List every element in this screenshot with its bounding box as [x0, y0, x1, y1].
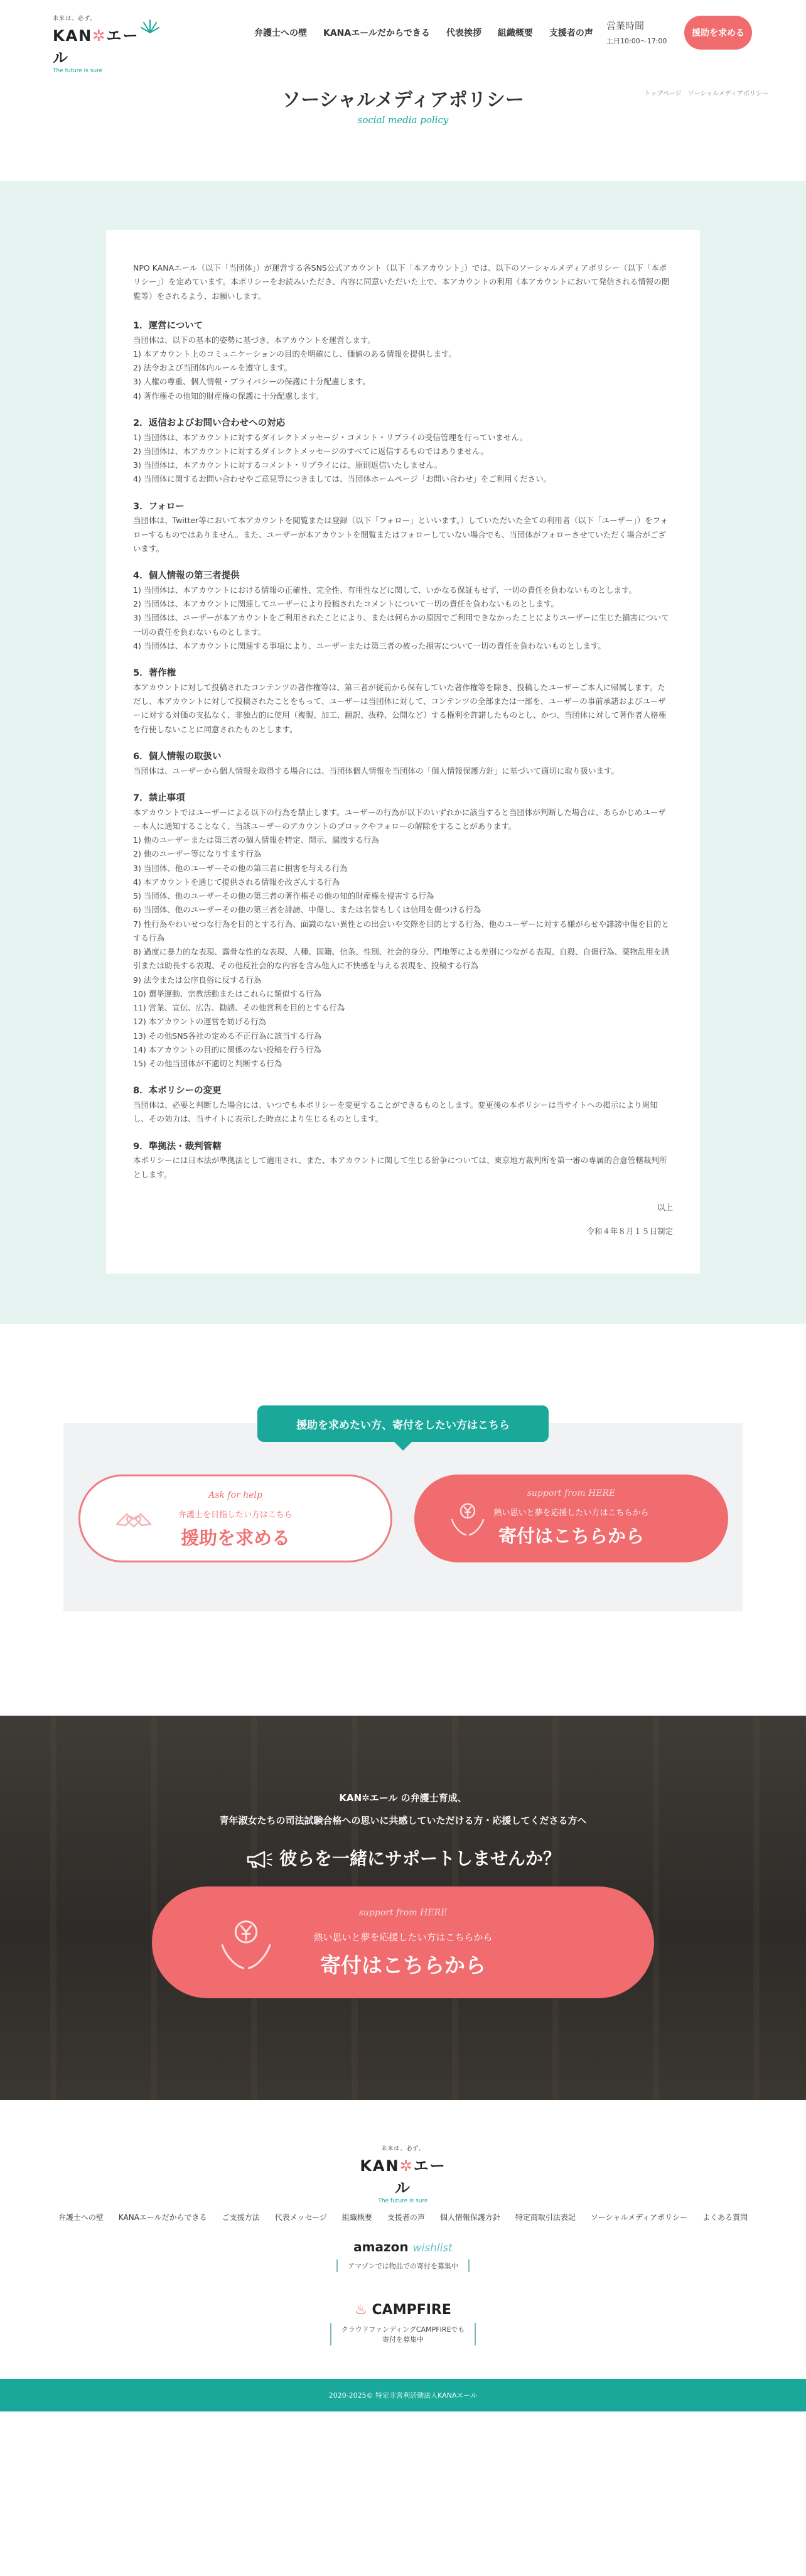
banner-line1-rest: の弁護士育成、 — [397, 1792, 467, 1804]
policy-sections — [133, 320, 673, 1182]
campfire-caption — [330, 2323, 476, 2346]
policy-line: 1) 当団体は、本アカウントに対するダイレクトメッセージ・コメント・リプライの受信管理を行っていません。 — [133, 432, 528, 442]
footer-nav-wall[interactable]: 弁護士への壁 — [58, 2213, 104, 2222]
policy-section-8 — [133, 1085, 673, 1126]
policy-heading: 8．本ポリシーの変更 — [133, 1086, 222, 1096]
site-footer — [0, 2100, 806, 2379]
main-nav — [254, 26, 593, 39]
policy-line: 6) 当団体、他のユーザーその他の第三者を誹謗、中傷し、または名誉もしくは信用を傷つける行為 — [133, 905, 481, 915]
support-section — [0, 1324, 806, 1716]
donate-card-en: support from HERE — [527, 1488, 616, 1499]
copyright-bar: 2020-2025© 特定非営利活動法人KANAエール — [0, 2379, 806, 2411]
hours-time: 土日10:00〜17:00 — [606, 37, 667, 45]
logo-text-a: KAN — [53, 27, 93, 45]
policy-line: 1) 他のユーザーまたは第三者の個人情報を特定、開示、漏洩する行為 — [133, 835, 379, 845]
nav-kana-can-do[interactable]: KANAエールだからできる — [323, 28, 430, 38]
policy-section-2 — [133, 417, 673, 487]
policy-card — [106, 230, 700, 1274]
policy-heading: 7．禁止事項 — [133, 793, 185, 803]
enacted-date: 令和４年８月１５日制定 — [586, 1226, 673, 1236]
footer-nav-faq[interactable]: よくある質問 — [702, 2213, 748, 2222]
policy-heading: 2．返信およびお問い合わせへの対応 — [133, 418, 286, 428]
footer-nav — [0, 2212, 806, 2222]
campfire-link[interactable] — [0, 2302, 806, 2346]
business-hours — [606, 19, 667, 46]
policy-closing — [133, 1201, 673, 1239]
sunrise-icon — [141, 16, 159, 35]
breadcrumb-home[interactable]: トップページ — [644, 90, 682, 97]
donate-card-big: 寄付はこちらから — [498, 1525, 644, 1547]
banner-card-small: 熱い思いと夢を応援したい方はこちらから — [313, 1932, 493, 1944]
policy-section-7 — [133, 792, 673, 1071]
policy-line: 5) 当団体、他のユーザーその他の第三者の著作権その他の知的財産権を侵害する行為 — [133, 891, 434, 901]
help-card-en: Ask for help — [208, 1490, 262, 1501]
policy-line: 15) その他当団体が不適切と判断する行為 — [133, 1059, 282, 1068]
footer-nav-support-method[interactable]: ご支援方法 — [222, 2213, 260, 2222]
policy-line: 12) 本アカウントの運営を妨げる行為 — [133, 1017, 267, 1027]
help-card-small: 弁護士を目指したい方はこちら — [178, 1510, 293, 1520]
policy-line: 当団体は、Twitter等において本アカウントを閲覧または登録（以下「フォロー」といいます。）していただいた全ての利用者（以下「ユーザー」）をフォローするものではありません。また、ユーザーが本アカウントを閲覧またはフォローしていない場合でも、当団体がフォローさせていただく場合がございます。 — [133, 516, 669, 553]
donate-card[interactable] — [414, 1475, 728, 1562]
footer-logo[interactable] — [356, 2144, 450, 2205]
policy-heading: 1．運営について — [133, 320, 203, 331]
campfire-logo-text: CAMPFIRE — [372, 2302, 451, 2319]
footer-logo-text-b: エール — [395, 2157, 446, 2197]
breadcrumb — [644, 88, 768, 97]
policy-line: 2) 法令および当団体内ルールを遵守します。 — [133, 363, 293, 372]
footer-nav-organization[interactable]: 組織概要 — [341, 2213, 372, 2222]
campfire-caption-line1: クラウドファンディングCAMPFIREでも — [341, 2325, 465, 2334]
policy-line: 1) 本アカウント上のコミュニケーションの目的を明確にし、価値のある情報を提供します。 — [133, 349, 456, 359]
help-card-big: 援助を求める — [180, 1527, 290, 1549]
policy-section — [0, 181, 806, 1324]
policy-heading: 4．個人情報の第三者提供 — [133, 571, 240, 581]
banner-donate-card[interactable] — [152, 1886, 654, 1998]
policy-line: 9) 法令または公序良俗に反する行為 — [133, 975, 262, 985]
policy-line: 当団体は、必要と判断した場合には、いつでも本ポリシーを変更することができるものとします。変更後の本ポリシーは当サイトへの掲示により周知し、その効力は、当サイトに表示した時点により生じるものとします。 — [133, 1100, 658, 1124]
banner-question-text: 彼らを一緒にサポートしませんか？ — [279, 1848, 561, 1870]
policy-line: 4) 当団体に関するお問い合わせやご意見等につきましては、当団体ホームページ「お問い合わせ」をご利用ください。 — [133, 474, 552, 484]
policy-line: 7) 性行為やわいせつな行為を目的とする行為、面識のない異性との出会いや交際を目的とする行為、他のユーザーに対する嫌がらせや誹謗中傷を目的とする行為 — [133, 919, 669, 943]
policy-heading: 9．準拠法・裁判管轄 — [133, 1141, 222, 1152]
policy-line: 当団体は、以下の基本的姿勢に基づき、本アカウントを運営します。 — [133, 335, 375, 345]
wishlist-text: wishlist — [412, 2242, 453, 2255]
nav-wall[interactable]: 弁護士への壁 — [254, 28, 307, 38]
policy-line: 2) 他のユーザー等になりすます行為 — [133, 849, 262, 859]
support-bubble: 援助を求めたい方、寄付をしたい方はこちら — [257, 1405, 549, 1442]
footer-nav-kana[interactable]: KANAエールだからできる — [118, 2213, 207, 2222]
amazon-logo — [0, 2239, 806, 2254]
policy-line: 3) 当団体は、本アカウントに対するコメント・リプライには、原則返信いたしません。 — [133, 460, 443, 470]
site-logo[interactable] — [53, 14, 153, 74]
logo-star-icon: ✲ — [92, 27, 107, 45]
campfire-logo — [0, 2302, 806, 2318]
policy-line: 本アカウントに対して投稿されたコンテンツの著作権等は、第三者が従前から保有していた著作権等を除き、投稿したユーザーご本人に帰属します。ただし、本アカウントに対して投稿されたことをもって、ユーザーは当団体に対して、コンテンツの全部または一部を、ユーザーの事前承諾およびユーザーに対する対価の支払なく、非独占的に使用（複製、加工、翻訳、抜粋、公開など）する権利を許諾したものとし、かつ、当団体に対して著作者人格権を行使しないことに同意されたものとします。 — [133, 682, 667, 734]
footer-nav-social-policy[interactable]: ソーシャルメディアポリシー — [590, 2213, 688, 2222]
logo-tagline: 未来は、必ず。 — [53, 16, 97, 22]
banner-card-en: support from HERE — [358, 1908, 448, 1918]
banner-question — [0, 1845, 806, 1870]
page-title: ソーシャルメディアポリシー — [282, 89, 524, 111]
policy-section-9 — [133, 1140, 673, 1182]
policy-line: 4) 本アカウントを通じて提供される情報を改ざんする行為 — [133, 877, 340, 887]
page-title-area — [0, 65, 806, 181]
footer-logo-star-icon: ✲ — [399, 2157, 414, 2175]
policy-line: 3) 当団体、他のユーザーその他の第三者に損害を与える行為 — [133, 863, 348, 873]
policy-line: 8) 過度に暴力的な表現、露骨な性的な表現、人種、国籍、信条、性別、社会的身分、門地等による差別につながる表現、自殺、自傷行為、薬物乱用を誘引または助長する表現、その他反社会的な内容を含み他人に不快感を与える表現を、投稿する行為 — [133, 947, 670, 971]
site-header — [0, 0, 806, 74]
policy-section-3 — [133, 501, 673, 556]
nav-organization[interactable]: 組織概要 — [497, 28, 533, 38]
policy-heading: 5．著作権 — [133, 668, 176, 678]
policy-heading: 3．フォロー — [133, 501, 185, 512]
flame-icon: ♨ — [355, 2302, 367, 2319]
page-subtitle: social media policy — [357, 114, 449, 126]
policy-section-5 — [133, 667, 673, 737]
request-help-button[interactable]: 援助を求める — [684, 16, 752, 50]
banner-brand-b: エール — [369, 1792, 398, 1804]
logo-text — [53, 23, 153, 67]
policy-line: 3) 当団体は、ユーザーが本アカウントをご利用されたことにより、または何らかの原因でご利用できなかったことによりユーザーに生じた損害について一切の責任を負わないものとします。 — [133, 613, 669, 637]
policy-section-6 — [133, 750, 673, 778]
logo-subtitle: The future is sure — [53, 68, 103, 74]
breadcrumb-current: ソーシャルメディアポリシー — [687, 90, 768, 97]
policy-intro: NPO KANAエール（以下「当団体」）が運営する各SNS公式アカウント（以下「本アカウント」）では、以下のソーシャルメディアポリシー（以下「本ポリシー」）を定めています。本ポリシーをお読みいただき、内容に同意いただいた上で、本アカウントの利用（本アカウントにおいて発信される情報の閲覧等）をされるよう、お願いします。 — [133, 263, 670, 301]
footer-nav-message[interactable]: 代表メッセージ — [274, 2213, 327, 2222]
footer-nav-tokushoho[interactable]: 特定商取引法表記 — [515, 2213, 576, 2222]
policy-line: 本アカウントではユーザーによる以下の行為を禁止します。ユーザーの行為が以下のいずれかに該当すると当団体が判断した場合は、あらかじめユーザー本人に通知することなく、当該ユーザーのアカウントのブロックやフォローの解除をすることがあります。 — [133, 807, 666, 831]
policy-line: 当団体は、ユーザーから個人情報を取得する場合には、当団体個人情報を当団体の「個人情報保護方針」に基づいて適切に取り扱います。 — [133, 766, 620, 776]
banner-line2: 青年淑女たちの司法試験合格への思いに共感していただける方・応援してくださる方へ — [219, 1815, 587, 1827]
footer-nav-voices[interactable]: 支援者の声 — [387, 2213, 425, 2222]
policy-line: 10) 選挙運動、宗教活動またはこれらに類似する行為 — [133, 988, 321, 998]
amazon-logo-text: amazon — [353, 2239, 409, 2255]
logo-text-b: エール — [53, 27, 139, 67]
banner-card-big: 寄付はこちらから — [320, 1953, 486, 1978]
hours-title: 営業時間 — [606, 20, 645, 31]
policy-line: 4) 著作権その他知的財産権の保護に十分配慮します。 — [133, 391, 324, 401]
campfire-caption-line2: 寄付を募集中 — [382, 2335, 424, 2344]
policy-line: 4) 当団体は、本アカウントに関連する事項により、ユーザーまたは第三者の被った損害について一切の責任を負わないものとします。 — [133, 641, 606, 651]
ask-help-card[interactable] — [78, 1475, 392, 1562]
nav-greeting[interactable]: 代表挨拶 — [446, 28, 481, 38]
footer-logo-text — [356, 2153, 450, 2197]
policy-section-1 — [133, 320, 673, 403]
policy-line: 3) 人権の尊重、個人情報・プライバシーの保護に十分配慮します。 — [133, 377, 370, 387]
footer-logo-text-a: KAN — [360, 2157, 400, 2175]
footer-nav-privacy[interactable]: 個人情報保護方針 — [439, 2213, 500, 2222]
policy-line: 14) 本アカウントの目的に関係のない投稿を行う行為 — [133, 1044, 321, 1054]
support-banner — [0, 1716, 806, 2100]
footer-logo-tagline: 未来は、必ず。 — [381, 2146, 425, 2153]
banner-brand-a: KAN — [339, 1792, 362, 1804]
policy-line: 本ポリシーには日本法が準拠法として適用され、また、本アカウントに関して生じる紛争については、東京地方裁判所を第一審の専属的合意管轄裁判所とします。 — [133, 1155, 667, 1179]
policy-line: 11) 営業、宣伝、広告、勧誘、その他営利を目的とする行為 — [133, 1003, 345, 1012]
banner-line1 — [0, 1791, 806, 1804]
policy-line: 2) 当団体は、本アカウントに対するダイレクトメッセージのすべてに返信するものではありません。 — [133, 446, 488, 456]
closing-word: 以上 — [657, 1202, 673, 1212]
amazon-caption: アマゾンでは物品での寄付を募集中 — [336, 2259, 470, 2272]
donate-card-small: 熱い思いと夢を応援したい方はこちらから — [493, 1508, 649, 1518]
policy-section-4 — [133, 570, 673, 653]
nav-voices[interactable]: 支援者の声 — [549, 28, 593, 38]
footer-logo-subtitle: The future is sure — [378, 2198, 428, 2205]
megaphone-icon — [245, 1850, 273, 1869]
amazon-wishlist-link[interactable] — [0, 2239, 806, 2272]
banner-star-icon: ✲ — [362, 1792, 370, 1804]
policy-heading: 6．個人情報の取扱い — [133, 751, 222, 762]
policy-line: 13) その他SNS各社の定める不正行為に該当する行為 — [133, 1031, 321, 1041]
policy-line: 2) 当団体は、本アカウントに関連してユーザーにより投稿されたコメントについて一切の責任を負わないものとします。 — [133, 599, 559, 609]
policy-line: 1) 当団体は、本アカウントにおける情報の正確性、完全性、有用性などに関して、いかなる保証もせず、一切の責任を負わないものとします。 — [133, 585, 637, 595]
